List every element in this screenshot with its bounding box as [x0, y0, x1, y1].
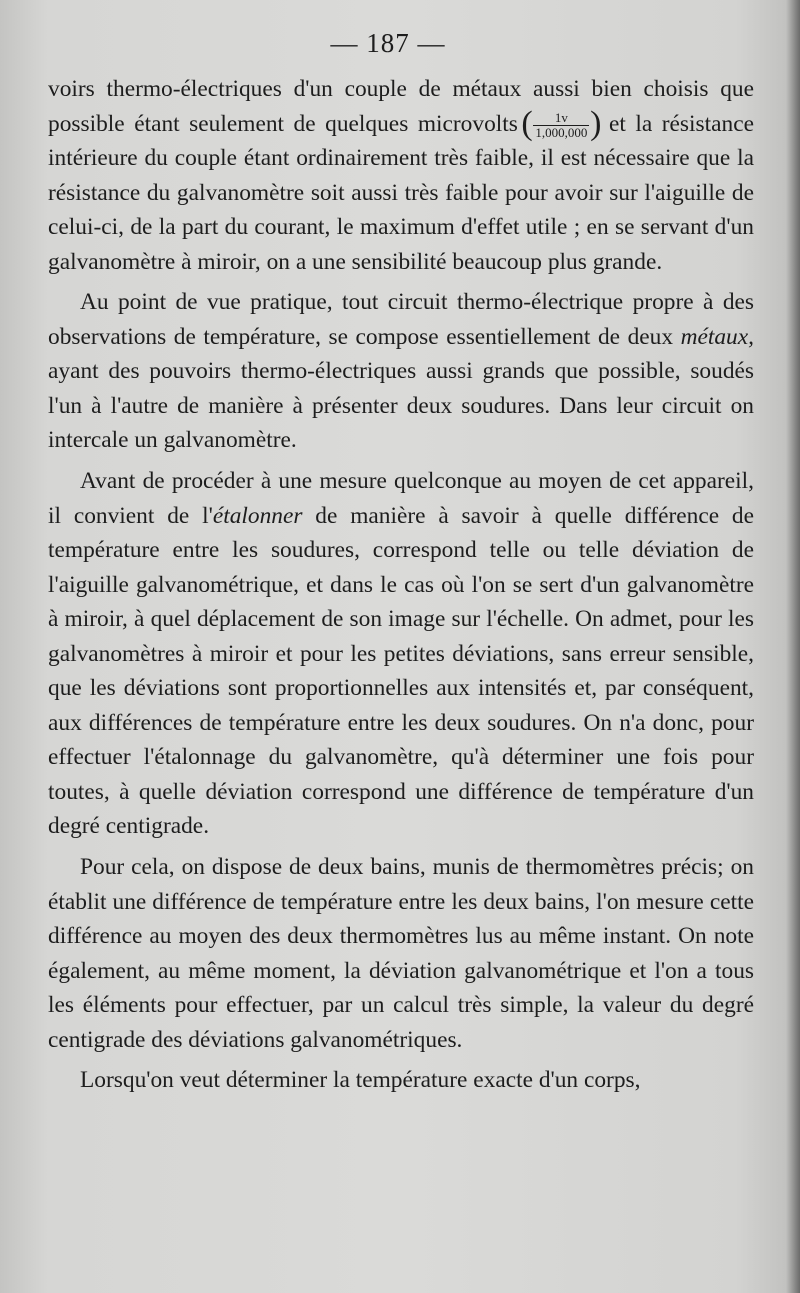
fraction-numerator: ( 1v — [533, 111, 589, 126]
fraction-denominator: 1,000,000 — [535, 124, 588, 140]
paragraph-2-b: ayant des pouvoirs thermo-électriques aussi grands que possible, soudés l'un à l'autre de manière à présenter deux soudures. Dans leur circuit on intercale un galvanomètre. — [48, 358, 754, 454]
paragraph-3 — [48, 464, 754, 844]
paragraph-1-lead: voirs thermo-électriques d'un couple de métaux aussi bien choisis que possible étant seulement de quelques microvolts — [48, 76, 754, 137]
paragraph-3-a: Avant de procéder à une mesure quelconque au moyen de cet appareil, il convient de l' — [48, 468, 754, 529]
paragraph-2-a: Au point de vue pratique, tout circuit thermo-électrique propre à des observations de température, se compose essentiellement de deux — [48, 289, 754, 350]
paragraph-3-b: de manière à savoir à quelle différence de température entre les soudures, correspond telle ou telle déviation de l'aiguille galvanométrique, et dans le cas où l'on se sert d'un galvanomètre à miroir, à quel déplacement de son image sur l'échelle. On admet, pour les galvanomètres à miroir et pour les petites déviations, sans erreur sensible, que les déviations sont proportionnelles aux intensités et, par conséquent, aux différences de température entre les deux soudures. On n'a donc, pour effectuer l'étalonnage du galvanomètre, qu'à déterminer une fois pour toutes, à quelle déviation correspond une différence de température d'un degré centigrade. — [48, 502, 754, 840]
page-edge-shadow — [786, 0, 800, 1293]
paragraph-3-emphasis: étalonner — [212, 502, 303, 529]
fraction — [527, 111, 595, 140]
paragraph-4: Pour cela, on dispose de deux bains, munis de thermomètres précis; on établit une différence de température entre les deux bains, l'on mesure cette différence au moyen des deux thermomètres lus au même instant. On note également, au même moment, la déviation galvanométrique et l'on a tous les éléments pour effectuer, par un calcul très simple, la valeur du degré centigrade des déviations galvanométriques. — [48, 854, 754, 1053]
paragraph-2 — [48, 285, 754, 458]
page-body — [48, 72, 754, 1098]
paragraph-2-emphasis: métaux, — [680, 323, 754, 350]
paragraph-1-tail: et la résistance intérieure du couple étant ordinairement très faible, il est nécessaire que la résistance du galvanomètre soit aussi très faible pour avoir sur l'aiguille de celui-ci, de la part du courant, le maximum d'effet utile ; en se servant d'un galvanomètre à miroir, on a une sensibilité beaucoup plus grande. — [48, 110, 754, 275]
paragraph-5: Lorsqu'on veut déterminer la température exacte d'un corps, — [80, 1067, 641, 1094]
page-number: — 187 — — [330, 28, 446, 58]
paragraph-1 — [48, 72, 754, 279]
